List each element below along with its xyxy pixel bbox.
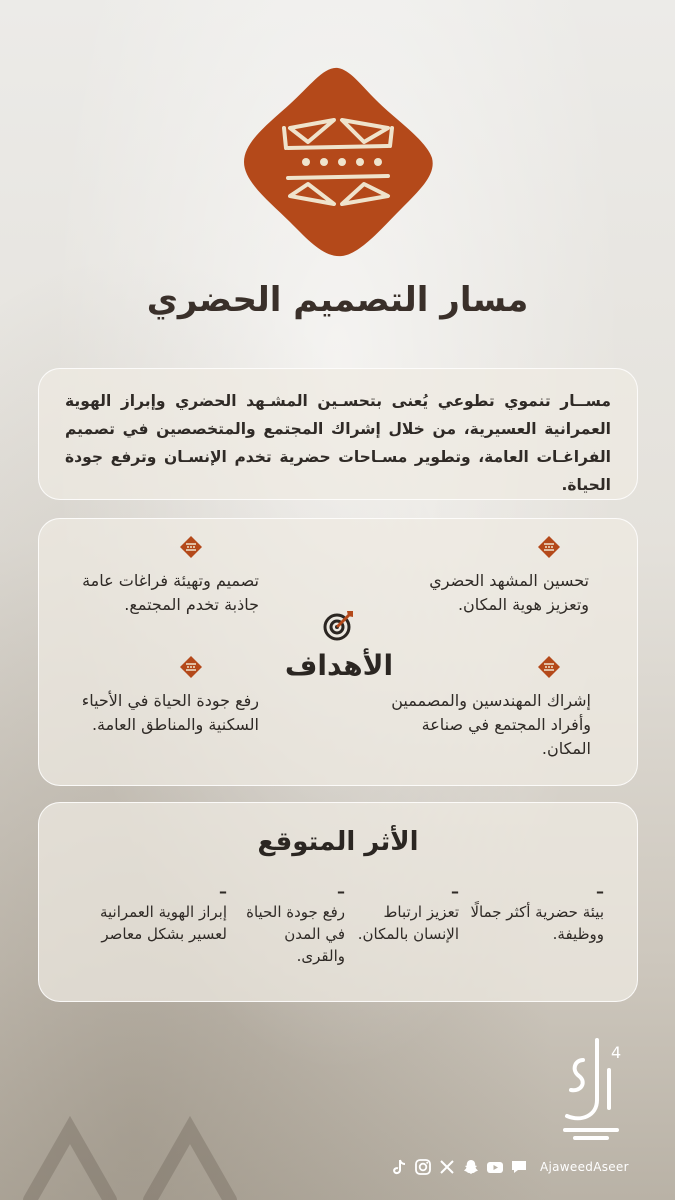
brand-edition: 4 [611,1043,622,1062]
goal-item: تصميم وتهيئة فراغات عامة جاذبة تخدم المجتمع. [69,569,259,617]
tiktok-icon[interactable] [390,1158,408,1176]
brand-logo [535,1030,635,1150]
snapchat-icon[interactable] [462,1158,480,1176]
impact-item: – رفع جودة الحياة في المدن والقرى. [246,882,345,965]
diamond-motif-icon [179,535,203,559]
impact-card [38,802,638,1002]
target-icon [321,607,357,643]
diamond-motif-icon [537,655,561,679]
instagram-icon[interactable] [414,1158,432,1176]
intro-text: مســار تنموي تطوعي يُعنى بتحسـين المشـهد الحضري وإبراز الهوية العمرانية العسيرية، من خلال إشراك المجتمع والمتخصصين في تصميم الفراغـات العامة، وتطوير مسـاحات حضرية تخدم الإنسـان وترفع جودة الحياة. [65,392,611,494]
goal-item: تحسين المشهد الحضري وتعزيز هوية المكان. [409,569,589,617]
goals-title: الأهداف [284,649,394,682]
goals-card [38,518,638,786]
emblem-logo [238,62,438,262]
intro-card [38,368,638,500]
account-handle[interactable]: AjaweedAseer [540,1160,629,1174]
impact-item: – تعزيز ارتباط الإنسان بالمكان. [357,882,459,943]
youtube-icon[interactable] [486,1158,504,1176]
background-motif [0,1060,260,1200]
x-icon[interactable] [438,1158,456,1176]
diamond-motif-icon [179,655,203,679]
goal-item: إشراك المهندسين والمصممين وأفراد المجتمع في صناعة المكان. [391,689,591,761]
goal-item: رفع جودة الحياة في الأحياء السكنية والمناطق العامة. [79,689,259,737]
social-footer [390,1156,629,1178]
impact-item: – بيئة حضرية أكثر جمالًا ووظيفة. [470,882,604,943]
diamond-motif-icon [537,535,561,559]
impact-title: الأثر المتوقع [257,827,419,857]
chat-icon[interactable] [510,1158,528,1176]
page-title: مسار التصميم الحضري [146,280,529,320]
impact-item: – إبراز الهوية العمرانية لعسير بشكل معاصر [99,882,227,943]
